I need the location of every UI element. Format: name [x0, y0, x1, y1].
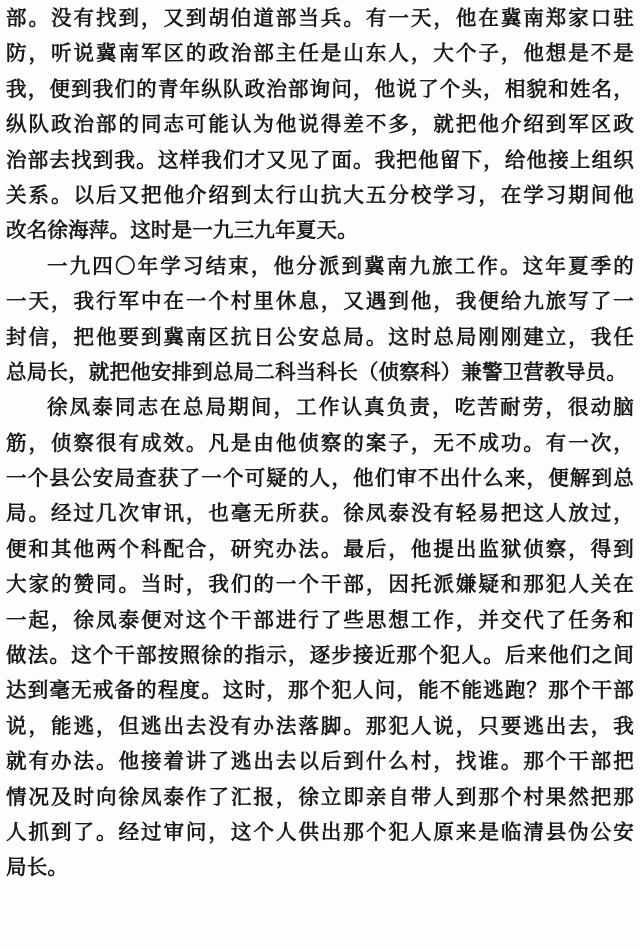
text-line: 筋，侦察很有成效。凡是由他侦察的案子，无不成功。有一次， [6, 430, 634, 455]
body-text [6, 1, 634, 886]
text-line: 达到毫无戒备的程度。这时，那个犯人问，能不能逃跑？那个干部 [6, 678, 634, 703]
text-line: 局。经过几次审讯，也毫无所获。徐凤泰没有轻易把这人放过， [6, 501, 634, 526]
text-line: 纵队政治部的同志可能认为他说得差不多，就把他介绍到军区政 [6, 112, 634, 137]
text-line: 一个县公安局查获了一个可疑的人，他们审不出什么来，便解到总 [6, 466, 634, 491]
text-line: 一起，徐凤泰便对这个干部进行了些思想工作，并交代了任务和 [6, 607, 634, 632]
paragraph [6, 390, 634, 885]
text-line: 做法。这个干部按照徐的指示，逐步接近那个犯人。后来他们之间 [6, 643, 634, 668]
paragraph [6, 1, 634, 249]
text-line: 一九四〇年学习结束，他分派到冀南九旅工作。这年夏季的 [47, 253, 634, 278]
text-line: 徐凤泰同志在总局期间，工作认真负责，吃苦耐劳，很动脑 [47, 395, 634, 420]
text-line: 便和其他两个科配合，研究办法。最后，他提出监狱侦察，得到 [6, 536, 634, 561]
text-line: 我，便到我们的青年纵队政治部询问，他说了个头，相貌和姓名， [6, 76, 634, 101]
text-line: 就有办法。他接着讲了逃出去以后到什么村，找谁。那个干部把 [6, 749, 634, 774]
text-line: 总局长，就把他安排到总局二科当科长（侦察科）兼警卫营教导员。 [6, 359, 627, 384]
text-line: 部。没有找到，又到胡伯道部当兵。有一天，他在冀南郑家口驻 [6, 6, 634, 30]
text-line: 局长。 [6, 855, 69, 880]
text-line: 情况及时向徐凤泰作了汇报，徐立即亲自带人到那个村果然把那 [6, 784, 634, 809]
text-line: 治部去找到我。这样我们才又见了面。我把他留下，给他接上组织 [6, 147, 634, 172]
text-line: 改名徐海萍。这时是一九三九年夏天。 [6, 218, 358, 243]
text-line: 人抓到了。经过审问，这个人供出那个犯人原来是临清县伪公安 [6, 819, 634, 844]
paragraph [6, 249, 634, 391]
text-line: 封信，把他要到冀南区抗日公安总局。这时总局刚刚建立，我任 [6, 324, 634, 349]
text-line: 一天，我行军中在一个村里休息，又遇到他，我便给九旅写了一 [6, 289, 634, 314]
text-line: 防，听说冀南军区的政治部主任是山东人，大个子，他想是不是 [6, 41, 634, 66]
text-line: 说，能逃，但逃出去没有办法落脚。那犯人说，只要逃出去，我 [6, 713, 634, 738]
text-line: 大家的赞同。当时，我们的一个干部，因托派嫌疑和那犯人关在 [6, 572, 634, 597]
text-line: 关系。以后又把他介绍到太行山抗大五分校学习，在学习期间他 [6, 182, 634, 207]
